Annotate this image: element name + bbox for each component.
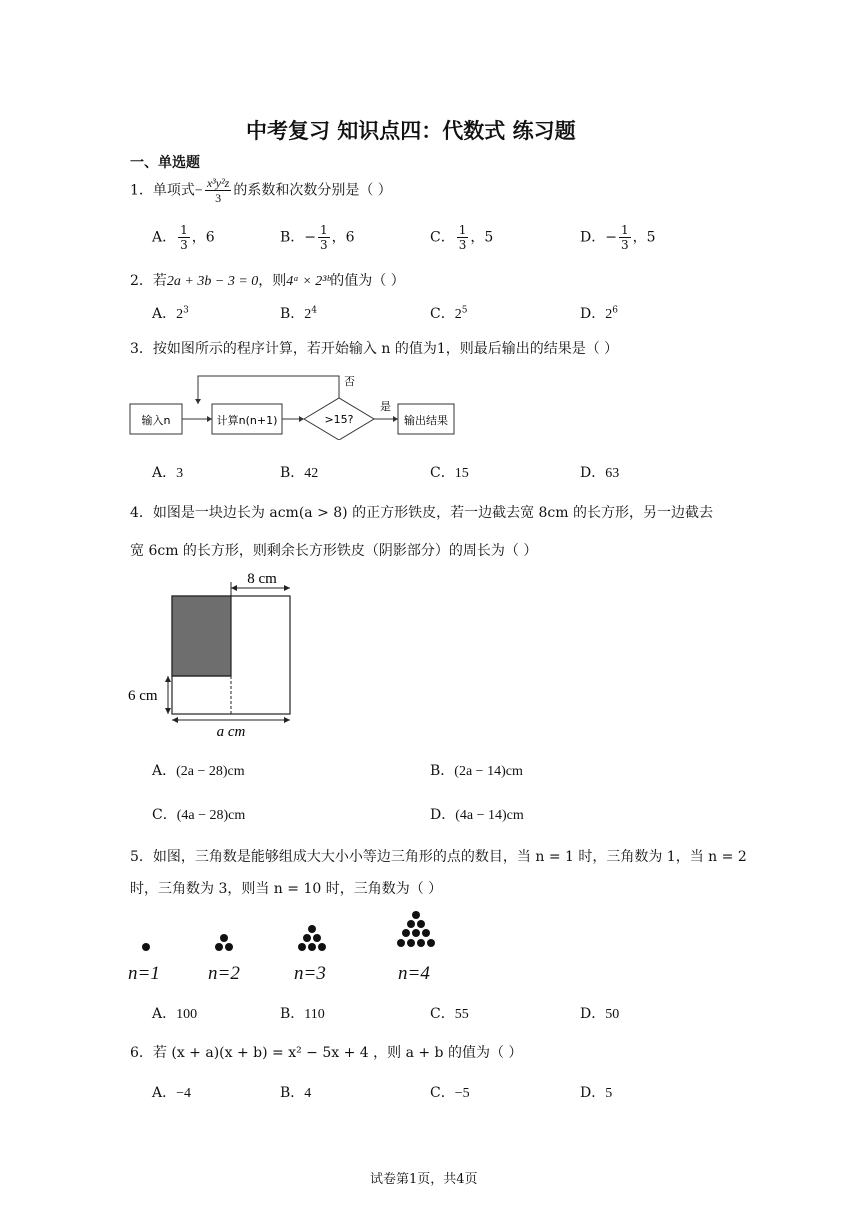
flow-decision-label: >15?	[324, 413, 354, 426]
q1-option-d: D．− $\frac{1}{3}$ ，5	[580, 223, 656, 252]
question-5-stem-line2: 时，三角数为 3，则当 n = 10 时，三角数为（ ）	[130, 881, 443, 897]
fig-label-n1: n=1	[128, 963, 160, 984]
shaded-rectangle	[172, 596, 231, 676]
question-3-stem: 3．按如图所示的程序计算，若开始输入 n 的值为1，则最后输出的结果是（ ）	[130, 341, 619, 357]
fig-top-label: 8 cm	[247, 571, 277, 587]
page-title: 中考复习 知识点四：代数式 练习题	[246, 119, 576, 143]
flow-yes-label: 是	[380, 400, 391, 413]
q6-option-d: D．5	[580, 1085, 613, 1101]
triangular-numbers-figure	[126, 905, 456, 985]
q3-option-c: C．15	[430, 465, 469, 481]
q1-option-a: A． $\frac{1}{3}$ ，6	[152, 223, 215, 252]
q4-option-d: D．(4a − 14)cm	[430, 807, 524, 823]
q6-option-c: C．−5	[430, 1085, 470, 1101]
fig-label-n3: n=3	[294, 963, 326, 984]
q6-option-b: B．4	[280, 1085, 312, 1101]
q6-option-a: A．−4	[152, 1085, 192, 1101]
flow-no-label: 否	[344, 375, 355, 388]
fig-label-n2: n=2	[208, 963, 240, 984]
flow-input-label: 输入n	[141, 414, 171, 427]
question-5-stem-line1: 5．如图，三角数是能够组成大大小小等边三角形的点的数目，当 n = 1 时，三角数为 1，当 n = 2	[130, 849, 747, 865]
flow-output-label: 输出结果	[404, 414, 448, 427]
q1-option-c: C． $\frac{1}{3}$ ，5	[430, 223, 494, 252]
question-2-stem: 2．若2a + 3b − 3 = 0，则4ᵃ × 2³ᵇ的值为（ ）	[130, 273, 405, 289]
square-sheet-figure	[126, 570, 306, 740]
fig-bottom-label: a cm	[216, 724, 246, 740]
q5-option-a: A．100	[152, 1006, 198, 1022]
question-4-stem-line2: 宽 6cm 的长方形，则剩余长方形铁皮（阴影部分）的周长为（ ）	[130, 543, 538, 559]
q4-option-c: C．(4a − 28)cm	[152, 807, 246, 823]
page-footer: 试卷第1页，共4页	[370, 1172, 478, 1187]
q4-option-a: A．(2a − 28)cm	[152, 763, 245, 779]
flowchart-diagram	[128, 370, 458, 440]
flow-compute-label: 计算n(n+1)	[216, 414, 278, 427]
q1-option-b: B．− $\frac{1}{3}$ ，6	[280, 223, 355, 252]
question-4-stem-line1: 4．如图是一块边长为 acm(a > 8) 的正方形铁皮，若一边截去宽 8cm 的长方形，另一边截去	[130, 505, 714, 521]
monomial-fraction: $\frac{\text{x³y²z}}{3}$	[206, 176, 230, 205]
q3-option-b: B．42	[280, 465, 319, 481]
fig-left-label: 6 cm	[128, 688, 158, 704]
q2-option-a: A．$2^3$	[152, 305, 189, 322]
section-heading: 一、单选题	[130, 155, 200, 171]
q2-option-b: B．$2^4$	[280, 305, 318, 322]
q3-option-a: A．3	[152, 465, 184, 481]
q2-option-c: C．$2^5$	[430, 305, 468, 322]
q5-option-d: D．50	[580, 1006, 620, 1022]
question-6-stem: 6．若 (x + a)(x + b) = x² − 5x + 4 ，则 a + b 的值为（ ）	[130, 1045, 523, 1061]
q5-option-c: C．55	[430, 1006, 469, 1022]
q5-option-b: B．110	[280, 1006, 325, 1022]
fig-label-n4: n=4	[398, 963, 430, 984]
q3-option-d: D．63	[580, 465, 620, 481]
question-1-stem: 1．单项式− $\frac{\text{x³y²z}}{3}$ 的系数和次数分别是（ ）	[130, 176, 392, 205]
q4-option-b: B．(2a − 14)cm	[430, 763, 523, 779]
q2-option-d: D．$2^6$	[580, 305, 618, 322]
